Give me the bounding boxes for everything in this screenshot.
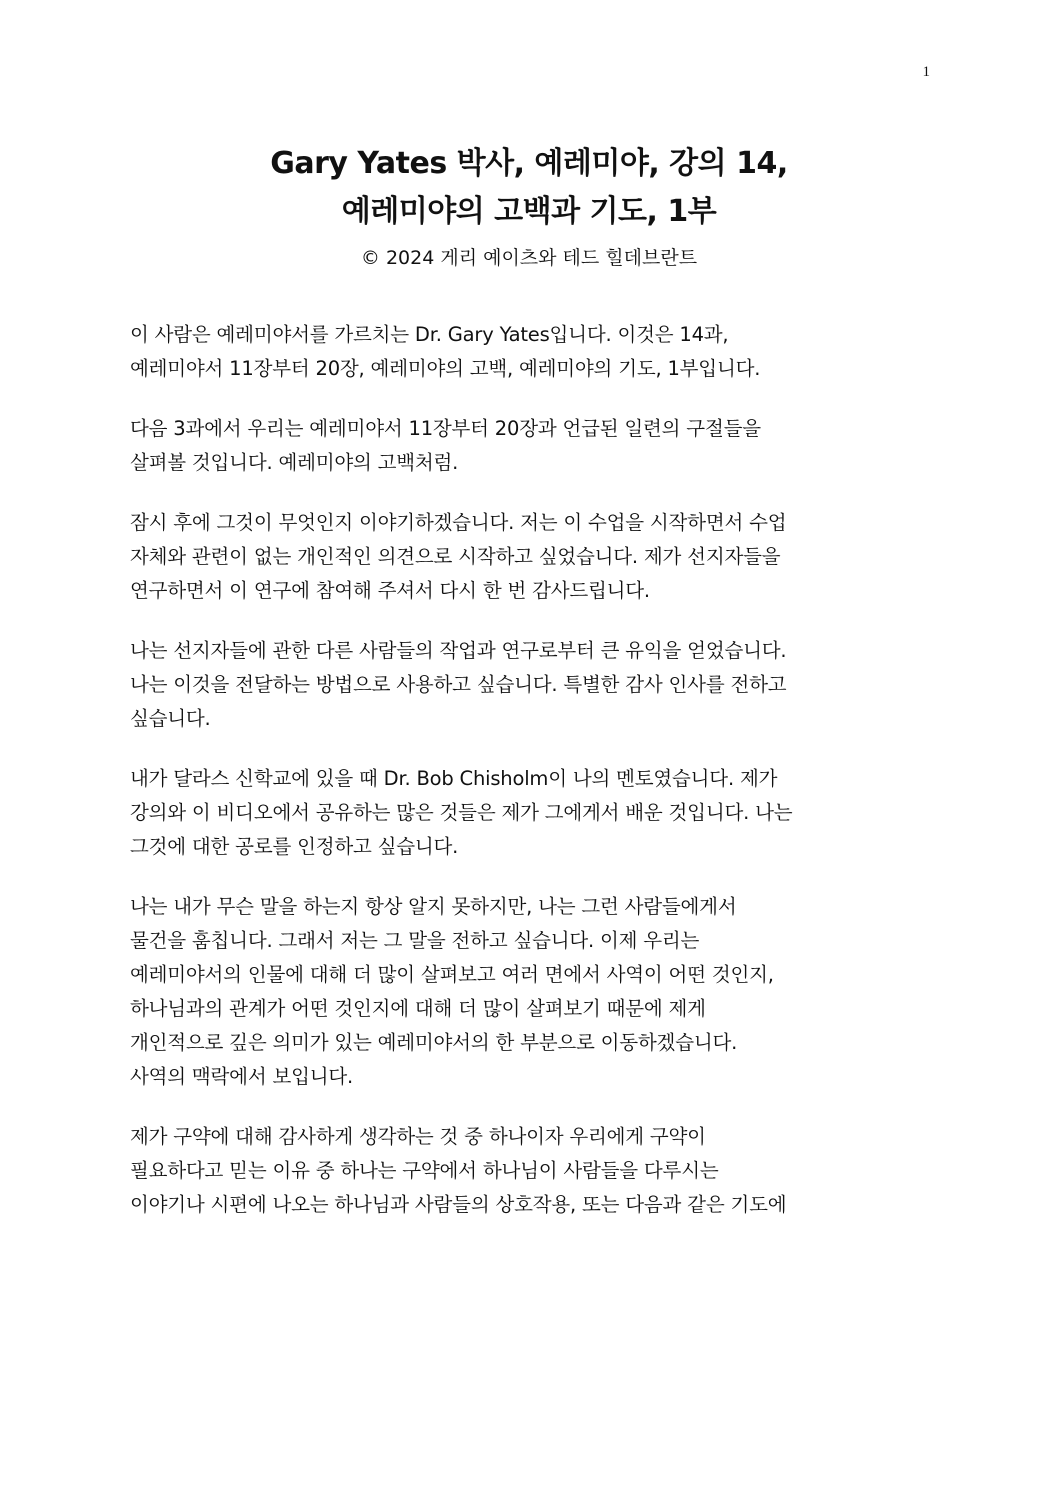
copyright-notice: © 2024 게리 예이츠와 테드 힐데브란트 (360, 247, 698, 269)
text-line: 제가 구약에 대해 감사하게 생각하는 것 중 하나이자 우리에게 구약이 (130, 1125, 706, 1148)
text-line: 물건을 훔칩니다. 그래서 저는 그 말을 전하고 싶습니다. 이제 우리는 (130, 929, 700, 952)
text-line: 다음 3과에서 우리는 예레미야서 11장부터 20장과 언급된 일련의 구절들을 (130, 417, 761, 440)
paragraph (130, 634, 940, 736)
paragraph (130, 412, 940, 480)
text-line: 연구하면서 이 연구에 참여해 주셔서 다시 한 번 감사드립니다. (130, 579, 650, 602)
title-block (0, 140, 1058, 272)
text-line: 예레미야서 11장부터 20장, 예레미야의 고백, 예레미야의 기도, 1부입니다. (130, 357, 761, 380)
text-line: 예레미야서의 인물에 대해 더 많이 살펴보고 여러 면에서 사역이 어떤 것인지, (130, 963, 774, 986)
text-line: 자체와 관련이 없는 개인적인 의견으로 시작하고 싶었습니다. 제가 선지자들을 (130, 545, 781, 568)
text-line: 이 사람은 예레미야서를 가르치는 Dr. Gary Yates입니다. 이것은 14과, (130, 323, 729, 346)
text-line: 이야기나 시편에 나오는 하나님과 사람들의 상호작용, 또는 다음과 같은 기도에 (130, 1193, 787, 1216)
document-title-line-1: Gary Yates 박사, 예레미야, 강의 14, (270, 146, 788, 181)
text-line: 나는 선지자들에 관한 다른 사람들의 작업과 연구로부터 큰 유익을 얻었습니다. (130, 639, 787, 662)
paragraph (130, 762, 940, 864)
text-line: 개인적으로 깊은 의미가 있는 예레미야서의 한 부분으로 이동하겠습니다. (130, 1031, 738, 1054)
document-title-line-2: 예레미야의 고백과 기도, 1부 (341, 194, 717, 229)
text-line: 그것에 대한 공로를 인정하고 싶습니다. (130, 835, 459, 858)
paragraph (130, 318, 940, 386)
paragraph (130, 1120, 940, 1222)
text-line: 강의와 이 비디오에서 공유하는 많은 것들은 제가 그에게서 배운 것입니다. 나는 (130, 801, 793, 824)
paragraph (130, 890, 940, 1094)
text-line: 나는 내가 무슨 말을 하는지 항상 알지 못하지만, 나는 그런 사람들에게서 (130, 895, 737, 918)
document-body (130, 318, 940, 1248)
paragraph (130, 506, 940, 608)
text-line: 나는 이것을 전달하는 방법으로 사용하고 싶습니다. 특별한 감사 인사를 전하고 (130, 673, 787, 696)
text-line: 살펴볼 것입니다. 예레미야의 고백처럼. (130, 451, 459, 474)
text-line: 잠시 후에 그것이 무엇인지 이야기하겠습니다. 저는 이 수업을 시작하면서 수업 (130, 511, 787, 534)
text-line: 내가 달라스 신학교에 있을 때 Dr. Bob Chisholm이 나의 멘토였습니다. 제가 (130, 767, 778, 790)
text-line: 사역의 맥락에서 보입니다. (130, 1065, 354, 1088)
text-line: 필요하다고 믿는 이유 중 하나는 구약에서 하나님이 사람들을 다루시는 (130, 1159, 719, 1182)
text-line: 하나님과의 관계가 어떤 것인지에 대해 더 많이 살펴보기 때문에 제게 (130, 997, 706, 1020)
page-number: 1 (922, 64, 930, 80)
text-line: 싶습니다. (130, 707, 211, 730)
